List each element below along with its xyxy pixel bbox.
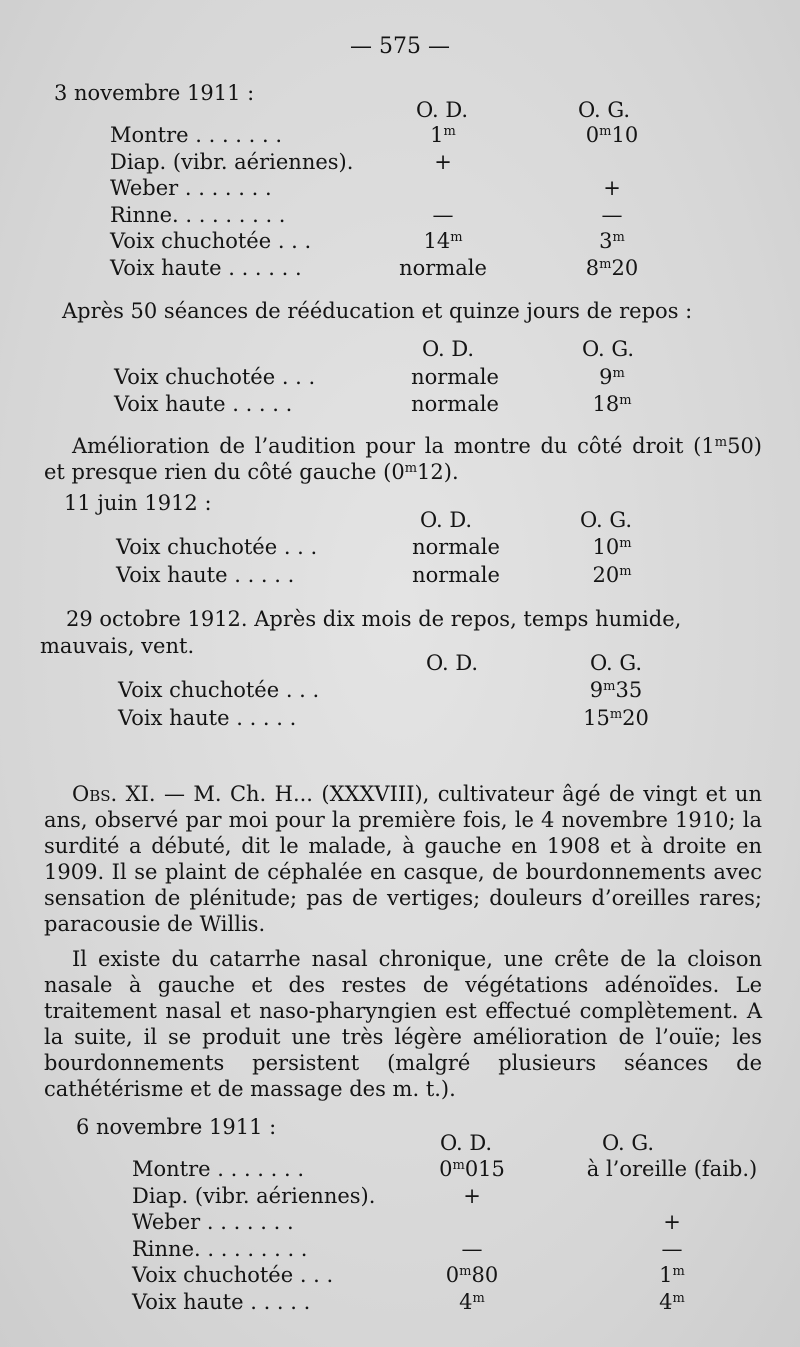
row-label: Weber . . . . . . . <box>132 1210 294 1234</box>
od-value: normale <box>412 563 500 587</box>
row-label: Voix haute . . . . . <box>114 392 293 416</box>
row-label: Montre . . . . . . . <box>132 1157 305 1181</box>
og-value: — <box>601 202 623 227</box>
observation-heading: Obs. XI. <box>72 782 156 806</box>
og-value: 3$^m$ <box>599 229 625 253</box>
og-value: 0$^m$10 <box>585 123 639 147</box>
col-header-od: O. D. <box>422 337 475 361</box>
od-value: normale <box>411 392 499 416</box>
og-value: 1$^m$ <box>659 1263 685 1287</box>
section-intro: mauvais, vent. <box>40 634 195 658</box>
section-intro: Après 50 séances de rééducation et quinze jours de repos : <box>62 299 693 323</box>
row-label: Rinne. . . . . . . . . <box>132 1236 308 1261</box>
row-label: Weber . . . . . . . <box>110 176 272 200</box>
date-heading: 11 juin 1912 : <box>64 491 212 515</box>
og-value: 9$^m$35 <box>589 678 643 702</box>
od-value: + <box>463 1183 481 1208</box>
date-heading: 3 novembre 1911 : <box>54 81 255 105</box>
col-header-od: O. D. <box>440 1131 493 1155</box>
od-value: — <box>432 202 454 227</box>
row-label: Voix haute . . . . . <box>118 706 297 730</box>
col-header-og: O. G. <box>602 1131 655 1155</box>
og-value: 9$^m$ <box>599 365 625 389</box>
page-number: — 575 — <box>350 34 450 59</box>
od-value: — <box>461 1236 483 1261</box>
row-label: Voix haute . . . . . <box>116 563 295 587</box>
og-value: — <box>661 1236 683 1261</box>
od-value: normale <box>412 535 500 559</box>
row-label: Diap. (vibr. aériennes). <box>110 149 354 174</box>
col-header-og: O. G. <box>580 508 633 532</box>
paragraph: Amélioration de l’audition pour la montre du côté droit (1$^m$50) et presque rien du côté gauche (0$^m$12). <box>44 434 762 484</box>
od-value: 1$^m$ <box>430 123 456 147</box>
od-value: 14$^m$ <box>423 229 463 253</box>
col-header-og: O. G. <box>582 337 635 361</box>
row-label: Voix chuchotée . . . <box>114 365 316 389</box>
od-value: 0$^m$80 <box>445 1263 499 1287</box>
row-label: Diap. (vibr. aériennes). <box>132 1183 376 1208</box>
og-value: + <box>663 1210 681 1234</box>
col-header-od: O. D. <box>416 98 469 122</box>
og-value: 8$^m$20 <box>585 255 639 280</box>
row-label: Voix chuchotée . . . <box>110 229 312 253</box>
og-value: 4$^m$ <box>659 1289 685 1314</box>
row-label: Voix chuchotée . . . <box>116 535 318 559</box>
od-value: 0$^m$015 <box>439 1157 505 1181</box>
od-value: + <box>434 149 452 174</box>
row-label: Rinne. . . . . . . . . <box>110 202 286 227</box>
od-value: 4$^m$ <box>459 1289 485 1314</box>
og-value: 15$^m$20 <box>583 706 649 730</box>
og-value: + <box>603 176 621 200</box>
og-value: 20$^m$ <box>592 563 632 587</box>
date-heading: 6 novembre 1911 : <box>76 1115 277 1139</box>
og-value: à l’oreille (faib.) <box>586 1157 758 1181</box>
observation-paragraph: Obs. XI. — M. Ch. H... (XXXVIII), cultivateur âgé de vingt et un ans, observé par moi pour la première fois, le 4 novembre 1910; la surdité a débuté, dit le malade, à gauche en 1908 et à droite en 1909. Il se plaint de céphalée en casque, de bourdonnements avec sensation de plénitude; pas de vertiges; douleurs d’oreilles rares; paracousie de Willis. <box>44 782 762 936</box>
col-header-og: O. G. <box>578 98 631 122</box>
col-header-od: O. D. <box>420 508 473 532</box>
row-label: Voix haute . . . . . . <box>110 255 302 280</box>
observation-paragraph: Il existe du catarrhe nasal chronique, une crête de la cloison nasale à gauche et des restes de végétations adénoïdes. Le traitement nasal et naso-pharyngien est effectué complètement. A la suite, il se produit une très légère amélioration de l’ouïe; les bourdonnements persistent (malgré plusieurs séances de cathétérisme et de massage des m. t.). <box>44 947 762 1101</box>
section-intro: 29 octobre 1912. Après dix mois de repos, temps humide, <box>66 607 682 631</box>
od-value: normale <box>411 365 499 389</box>
og-value: 10$^m$ <box>592 535 632 559</box>
row-label: Voix chuchotée . . . <box>118 678 320 702</box>
og-value: 18$^m$ <box>592 392 632 416</box>
row-label: Voix chuchotée . . . <box>132 1263 334 1287</box>
row-label: Montre . . . . . . . <box>110 123 283 147</box>
od-value: normale <box>399 255 487 280</box>
row-label: Voix haute . . . . . <box>132 1289 311 1314</box>
col-header-od: O. D. <box>426 651 479 675</box>
col-header-og: O. G. <box>590 651 643 675</box>
